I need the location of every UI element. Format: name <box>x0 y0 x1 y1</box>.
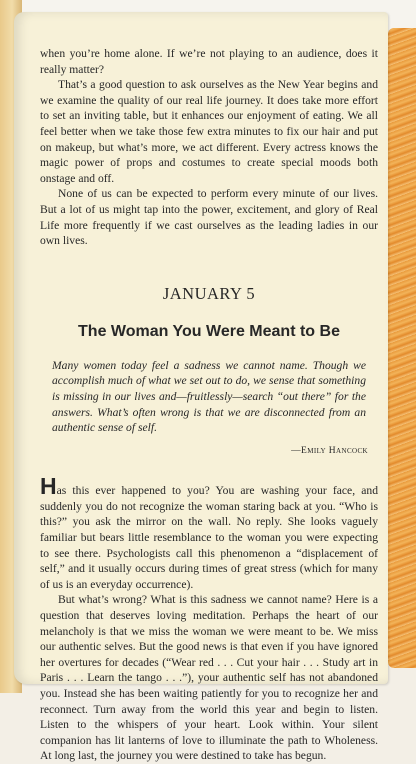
intro-paragraph-1: when you’re home alone. If we’re not playing to an audience, does it really matter? <box>40 47 378 76</box>
body-paragraph-1-text: as this ever happened to you? You are washing your face, and suddenly you do not recognize the woman staring back at you. “Who is this?” you ask the mirror on the wall. No reply. She looks vaguely familiar but bears little resemblance to the woman you were expecting to see there. Psychologists call this phenomenon a “displacement of self,” and it usually occurs during times of great stress (which for many of us is an everyday occurrence). <box>40 484 378 591</box>
page-content <box>40 46 378 764</box>
intro-paragraph-3: None of us can be expected to perform every minute of our lives. But a lot of us might tap into the power, excitement, and glory of Real Life more frequently if we cast ourselves as the leading ladies in our own lives. <box>40 187 378 248</box>
epigraph-quote: Many women today feel a sadness we cannot name. Though we accomplish much of what we set out to do, we sense that something is missing in our lives and—fruitlessly—search “out there” for the answers. What’s often wrong is that we are disconnected from an authentic sense of self. <box>52 358 366 435</box>
drop-cap: H <box>40 473 57 500</box>
epigraph-attribution: —Emily Hancock <box>291 445 368 456</box>
intro-paragraph-2: That’s a good question to ask ourselves as the New Year begins and we examine the quality of our real life journey. It does take more effort to set an inviting table, but it enhances our enjoyment of eating. We all feel better when we take those few extra minutes to fix our hair and put on makeup, but what’s more, we act different. Every actress knows the magic power of props and costumes to create special moods both onstage and off. <box>40 78 378 185</box>
chapter-title: The Woman You Were Meant to Be <box>78 322 340 340</box>
body-text <box>40 473 378 764</box>
body-paragraph-1 <box>40 473 378 592</box>
chapter-date: JANUARY 5 <box>162 283 256 303</box>
page-edges <box>388 28 416 668</box>
body-paragraph-2: But what’s wrong? What is this sadness we cannot name? Here is a question that deserves loving meditation. Perhaps the heart of our melancholy is that we miss the woman we were meant to be. We miss our authentic selves. But the good news is that even if you have ignored her overtures for decades (“Wear red . . . Cut your hair . . . Study art in Paris . . . Learn the tango . . .”), your authentic self has not abandoned you. Instead she has been waiting patiently for you to recognize her and reconnect. Turn away from the world this year and begin to listen. Listen to the whispers of your heart. Look within. Your silent companion has lit lanterns of love to illuminate the path to Wholeness. At long last, the journey you were destined to take has begun. <box>40 593 378 763</box>
